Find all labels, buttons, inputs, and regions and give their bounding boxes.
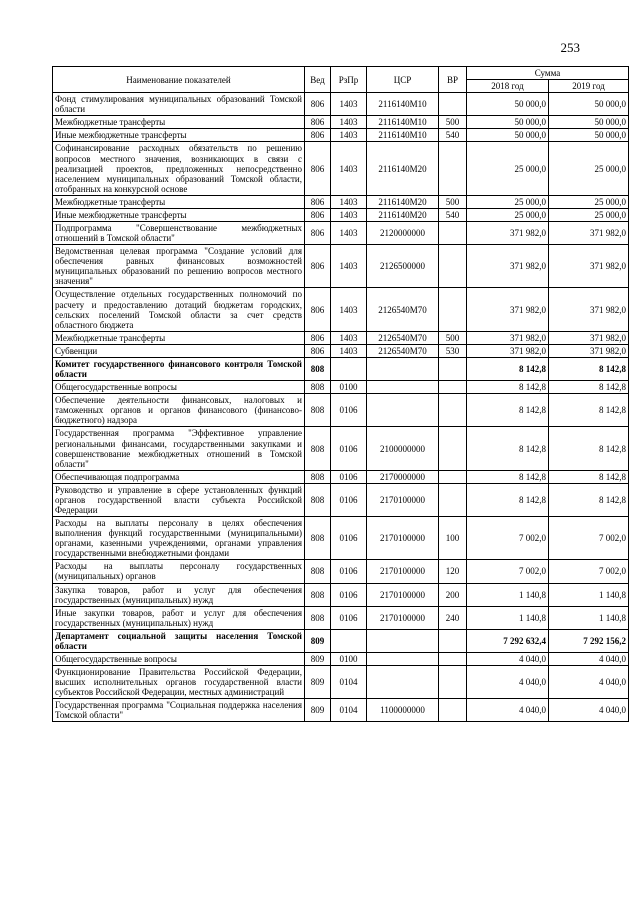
row-vr-cell bbox=[439, 629, 467, 652]
row-rzpr-cell: 1403 bbox=[331, 129, 367, 142]
row-sum-2018-cell: 8 142,8 bbox=[467, 470, 549, 483]
row-ved-cell: 809 bbox=[305, 666, 331, 699]
row-name-cell: Комитет государственного финансового контроля Томской области bbox=[53, 357, 305, 380]
row-sum-2019-cell: 8 142,8 bbox=[549, 470, 629, 483]
row-ved-cell: 806 bbox=[305, 208, 331, 221]
row-name-cell: Межбюджетные трансферты bbox=[53, 195, 305, 208]
row-name-cell: Осуществление отдельных государственных полномочий по расчету и предоставлению дотаций бюджетам городских, сельских поселений Томской области за счет средств областного бюджета bbox=[53, 288, 305, 331]
row-ved-cell: 806 bbox=[305, 195, 331, 208]
row-csr-cell bbox=[367, 357, 439, 380]
row-rzpr-cell bbox=[331, 629, 367, 652]
row-ved-cell: 806 bbox=[305, 331, 331, 344]
row-ved-cell: 808 bbox=[305, 427, 331, 470]
row-csr-cell: 2126500000 bbox=[367, 245, 439, 288]
row-sum-2019-cell: 8 142,8 bbox=[549, 394, 629, 427]
row-sum-2019-cell: 1 140,8 bbox=[549, 583, 629, 606]
row-sum-2018-cell: 371 982,0 bbox=[467, 222, 549, 245]
row-csr-cell: 2100000000 bbox=[367, 427, 439, 470]
row-ved-cell: 809 bbox=[305, 629, 331, 652]
row-csr-cell bbox=[367, 666, 439, 699]
row-vr-cell bbox=[439, 222, 467, 245]
row-name-cell: Иные межбюджетные трансферты bbox=[53, 129, 305, 142]
row-sum-2019-cell: 7 002,0 bbox=[549, 517, 629, 560]
row-ved-cell: 806 bbox=[305, 222, 331, 245]
row-sum-2019-cell: 8 142,8 bbox=[549, 357, 629, 380]
row-vr-cell bbox=[439, 699, 467, 722]
row-sum-2018-cell: 8 142,8 bbox=[467, 427, 549, 470]
row-name-cell: Расходы на выплаты персоналу государственных (муниципальных) органов bbox=[53, 560, 305, 583]
row-ved-cell: 808 bbox=[305, 583, 331, 606]
row-sum-2019-cell: 1 140,8 bbox=[549, 606, 629, 629]
row-rzpr-cell: 1403 bbox=[331, 195, 367, 208]
row-vr-cell: 120 bbox=[439, 560, 467, 583]
row-sum-2018-cell: 8 142,8 bbox=[467, 357, 549, 380]
row-vr-cell bbox=[439, 483, 467, 516]
row-ved-cell: 808 bbox=[305, 381, 331, 394]
row-vr-cell: 200 bbox=[439, 583, 467, 606]
row-rzpr-cell: 0106 bbox=[331, 583, 367, 606]
row-ved-cell: 806 bbox=[305, 288, 331, 331]
row-csr-cell: 2120000000 bbox=[367, 222, 439, 245]
row-ved-cell: 808 bbox=[305, 470, 331, 483]
row-vr-cell bbox=[439, 357, 467, 380]
row-name-cell: Межбюджетные трансферты bbox=[53, 331, 305, 344]
table-body bbox=[53, 93, 629, 722]
row-ved-cell: 808 bbox=[305, 357, 331, 380]
row-rzpr-cell: 0100 bbox=[331, 381, 367, 394]
row-rzpr-cell: 1403 bbox=[331, 208, 367, 221]
row-ved-cell: 808 bbox=[305, 517, 331, 560]
row-sum-2018-cell: 25 000,0 bbox=[467, 142, 549, 195]
row-name-cell: Общегосударственные вопросы bbox=[53, 381, 305, 394]
table-row bbox=[53, 331, 629, 344]
row-csr-cell: 2116140М20 bbox=[367, 208, 439, 221]
header-year-2018: 2018 год bbox=[467, 80, 549, 93]
header-vr: ВР bbox=[439, 67, 467, 93]
table-row bbox=[53, 116, 629, 129]
row-ved-cell: 806 bbox=[305, 344, 331, 357]
row-sum-2018-cell: 25 000,0 bbox=[467, 208, 549, 221]
table-row bbox=[53, 245, 629, 288]
table-row bbox=[53, 208, 629, 221]
header-csr: ЦСР bbox=[367, 67, 439, 93]
row-sum-2018-cell: 50 000,0 bbox=[467, 93, 549, 116]
row-rzpr-cell: 0106 bbox=[331, 517, 367, 560]
row-name-cell: Государственная программа "Социальная поддержка населения Томской области" bbox=[53, 699, 305, 722]
row-name-cell: Расходы на выплаты персоналу в целях обеспечения выполнения функций государственными (муниципальными) органами, казенными учреждениями, органами управления государственными внебюджетными фондами bbox=[53, 517, 305, 560]
row-vr-cell bbox=[439, 93, 467, 116]
row-rzpr-cell: 1403 bbox=[331, 222, 367, 245]
row-sum-2018-cell: 1 140,8 bbox=[467, 606, 549, 629]
table-row bbox=[53, 629, 629, 652]
row-sum-2019-cell: 7 292 156,2 bbox=[549, 629, 629, 652]
row-csr-cell bbox=[367, 381, 439, 394]
row-ved-cell: 809 bbox=[305, 652, 331, 665]
header-sum: Сумма bbox=[467, 67, 629, 80]
row-csr-cell: 2170000000 bbox=[367, 470, 439, 483]
row-name-cell: Иные закупки товаров, работ и услуг для обеспечения государственных (муниципальных) нужд bbox=[53, 606, 305, 629]
row-name-cell: Софинансирование расходных обязательств по решению вопросов местного значения, возникающих в связи с реализацией проектов, предложенных непосредственно населением муниципальных образований Томской области, отобранных на конкурсной основе bbox=[53, 142, 305, 195]
row-ved-cell: 808 bbox=[305, 394, 331, 427]
row-sum-2019-cell: 371 982,0 bbox=[549, 245, 629, 288]
table-row bbox=[53, 394, 629, 427]
row-name-cell: Закупка товаров, работ и услуг для обеспечения государственных (муниципальных) нужд bbox=[53, 583, 305, 606]
row-sum-2019-cell: 4 040,0 bbox=[549, 699, 629, 722]
table-row bbox=[53, 129, 629, 142]
row-name-cell: Субвенции bbox=[53, 344, 305, 357]
row-rzpr-cell: 0104 bbox=[331, 699, 367, 722]
row-rzpr-cell: 1403 bbox=[331, 331, 367, 344]
row-sum-2018-cell: 7 292 632,4 bbox=[467, 629, 549, 652]
row-csr-cell: 2170100000 bbox=[367, 483, 439, 516]
table-row bbox=[53, 652, 629, 665]
row-ved-cell: 806 bbox=[305, 116, 331, 129]
table-row bbox=[53, 344, 629, 357]
row-sum-2019-cell: 4 040,0 bbox=[549, 666, 629, 699]
row-csr-cell: 1100000000 bbox=[367, 699, 439, 722]
row-name-cell: Межбюджетные трансферты bbox=[53, 116, 305, 129]
row-vr-cell bbox=[439, 245, 467, 288]
table-row bbox=[53, 699, 629, 722]
table-header bbox=[53, 67, 629, 93]
row-ved-cell: 806 bbox=[305, 245, 331, 288]
row-sum-2019-cell: 50 000,0 bbox=[549, 116, 629, 129]
row-rzpr-cell: 0106 bbox=[331, 470, 367, 483]
row-sum-2018-cell: 50 000,0 bbox=[467, 116, 549, 129]
row-csr-cell: 2170100000 bbox=[367, 583, 439, 606]
row-vr-cell: 100 bbox=[439, 517, 467, 560]
row-sum-2019-cell: 8 142,8 bbox=[549, 381, 629, 394]
row-rzpr-cell: 0106 bbox=[331, 427, 367, 470]
row-ved-cell: 808 bbox=[305, 606, 331, 629]
row-sum-2018-cell: 4 040,0 bbox=[467, 699, 549, 722]
row-rzpr-cell: 1403 bbox=[331, 142, 367, 195]
budget-table bbox=[52, 66, 629, 722]
row-name-cell: Государственная программа "Эффективное управление региональными финансами, государственными закупками и совершенствование межбюджетных отношений в Томской области" bbox=[53, 427, 305, 470]
row-ved-cell: 808 bbox=[305, 560, 331, 583]
table-row bbox=[53, 142, 629, 195]
row-ved-cell: 806 bbox=[305, 129, 331, 142]
row-rzpr-cell: 1403 bbox=[331, 93, 367, 116]
row-sum-2019-cell: 25 000,0 bbox=[549, 142, 629, 195]
row-csr-cell: 2170100000 bbox=[367, 606, 439, 629]
row-sum-2018-cell: 371 982,0 bbox=[467, 245, 549, 288]
row-csr-cell: 2170100000 bbox=[367, 517, 439, 560]
row-rzpr-cell: 0100 bbox=[331, 652, 367, 665]
row-csr-cell bbox=[367, 394, 439, 427]
table-row bbox=[53, 666, 629, 699]
row-rzpr-cell: 1403 bbox=[331, 245, 367, 288]
row-vr-cell bbox=[439, 666, 467, 699]
row-sum-2018-cell: 8 142,8 bbox=[467, 394, 549, 427]
row-sum-2018-cell: 371 982,0 bbox=[467, 331, 549, 344]
row-rzpr-cell: 1403 bbox=[331, 116, 367, 129]
row-csr-cell: 2116140М10 bbox=[367, 116, 439, 129]
row-rzpr-cell: 0106 bbox=[331, 483, 367, 516]
row-rzpr-cell: 0104 bbox=[331, 666, 367, 699]
row-name-cell: Функционирование Правительства Российской Федерации, высших исполнительных органов государственной власти субъектов Российской Федерации, местных администраций bbox=[53, 666, 305, 699]
row-ved-cell: 806 bbox=[305, 142, 331, 195]
row-csr-cell bbox=[367, 629, 439, 652]
row-csr-cell: 2170100000 bbox=[367, 560, 439, 583]
row-vr-cell: 240 bbox=[439, 606, 467, 629]
row-sum-2019-cell: 8 142,8 bbox=[549, 483, 629, 516]
row-sum-2018-cell: 25 000,0 bbox=[467, 195, 549, 208]
table-row bbox=[53, 517, 629, 560]
row-csr-cell: 2116140М10 bbox=[367, 93, 439, 116]
header-name: Наименование показателей bbox=[53, 67, 305, 93]
row-vr-cell: 530 bbox=[439, 344, 467, 357]
row-csr-cell: 2126540М70 bbox=[367, 288, 439, 331]
table-row bbox=[53, 470, 629, 483]
row-csr-cell: 2116140М10 bbox=[367, 129, 439, 142]
row-sum-2019-cell: 371 982,0 bbox=[549, 344, 629, 357]
row-sum-2018-cell: 7 002,0 bbox=[467, 517, 549, 560]
row-name-cell: Ведомственная целевая программа "Создание условий для обеспечения равных финансовых возможностей муниципальных образований по решению вопросов местного значения" bbox=[53, 245, 305, 288]
row-sum-2019-cell: 371 982,0 bbox=[549, 288, 629, 331]
header-ved: Вед bbox=[305, 67, 331, 93]
table-row bbox=[53, 606, 629, 629]
row-sum-2018-cell: 8 142,8 bbox=[467, 381, 549, 394]
row-rzpr-cell: 0106 bbox=[331, 606, 367, 629]
table-row bbox=[53, 583, 629, 606]
row-name-cell: Общегосударственные вопросы bbox=[53, 652, 305, 665]
row-csr-cell: 2116140М20 bbox=[367, 142, 439, 195]
row-name-cell: Обеспечивающая подпрограмма bbox=[53, 470, 305, 483]
row-name-cell: Департамент социальной защиты населения Томской области bbox=[53, 629, 305, 652]
row-sum-2018-cell: 8 142,8 bbox=[467, 483, 549, 516]
table-row bbox=[53, 195, 629, 208]
row-name-cell: Фонд стимулирования муниципальных образований Томской области bbox=[53, 93, 305, 116]
row-sum-2018-cell: 7 002,0 bbox=[467, 560, 549, 583]
row-sum-2018-cell: 371 982,0 bbox=[467, 344, 549, 357]
row-csr-cell: 2126540М70 bbox=[367, 331, 439, 344]
table-row bbox=[53, 483, 629, 516]
row-rzpr-cell bbox=[331, 357, 367, 380]
row-ved-cell: 806 bbox=[305, 93, 331, 116]
row-rzpr-cell: 0106 bbox=[331, 394, 367, 427]
table-row bbox=[53, 93, 629, 116]
row-sum-2019-cell: 50 000,0 bbox=[549, 129, 629, 142]
row-sum-2019-cell: 8 142,8 bbox=[549, 427, 629, 470]
row-vr-cell bbox=[439, 142, 467, 195]
row-vr-cell bbox=[439, 470, 467, 483]
row-sum-2019-cell: 371 982,0 bbox=[549, 331, 629, 344]
table-row bbox=[53, 427, 629, 470]
row-sum-2019-cell: 7 002,0 bbox=[549, 560, 629, 583]
header-year-2019: 2019 год bbox=[549, 80, 629, 93]
row-vr-cell bbox=[439, 288, 467, 331]
row-vr-cell: 500 bbox=[439, 331, 467, 344]
row-name-cell: Руководство и управление в сфере установленных функций органов государственной власти субъекта Российской Федерации bbox=[53, 483, 305, 516]
row-ved-cell: 808 bbox=[305, 483, 331, 516]
page-number: 253 bbox=[560, 40, 580, 55]
row-name-cell: Обеспечение деятельности финансовых, налоговых и таможенных органов и органов финансового (финансово-бюджетного) надзора bbox=[53, 394, 305, 427]
row-sum-2018-cell: 50 000,0 bbox=[467, 129, 549, 142]
row-vr-cell bbox=[439, 394, 467, 427]
row-sum-2018-cell: 1 140,8 bbox=[467, 583, 549, 606]
row-vr-cell: 500 bbox=[439, 116, 467, 129]
row-rzpr-cell: 0106 bbox=[331, 560, 367, 583]
table-row bbox=[53, 357, 629, 380]
row-sum-2018-cell: 4 040,0 bbox=[467, 666, 549, 699]
table-row bbox=[53, 560, 629, 583]
header-rzpr: РзПр bbox=[331, 67, 367, 93]
row-vr-cell: 540 bbox=[439, 208, 467, 221]
table-row bbox=[53, 288, 629, 331]
table-row bbox=[53, 381, 629, 394]
row-rzpr-cell: 1403 bbox=[331, 344, 367, 357]
row-sum-2019-cell: 25 000,0 bbox=[549, 208, 629, 221]
row-ved-cell: 809 bbox=[305, 699, 331, 722]
row-name-cell: Иные межбюджетные трансферты bbox=[53, 208, 305, 221]
table-row bbox=[53, 222, 629, 245]
row-csr-cell: 2126540М70 bbox=[367, 344, 439, 357]
row-sum-2019-cell: 371 982,0 bbox=[549, 222, 629, 245]
row-csr-cell bbox=[367, 652, 439, 665]
row-vr-cell bbox=[439, 652, 467, 665]
row-sum-2018-cell: 371 982,0 bbox=[467, 288, 549, 331]
row-rzpr-cell: 1403 bbox=[331, 288, 367, 331]
row-vr-cell bbox=[439, 427, 467, 470]
row-csr-cell: 2116140М20 bbox=[367, 195, 439, 208]
row-sum-2019-cell: 50 000,0 bbox=[549, 93, 629, 116]
row-name-cell: Подпрограмма "Совершенствование межбюджетных отношений в Томской области" bbox=[53, 222, 305, 245]
row-vr-cell: 540 bbox=[439, 129, 467, 142]
row-sum-2018-cell: 4 040,0 bbox=[467, 652, 549, 665]
row-vr-cell: 500 bbox=[439, 195, 467, 208]
row-vr-cell bbox=[439, 381, 467, 394]
row-sum-2019-cell: 25 000,0 bbox=[549, 195, 629, 208]
row-sum-2019-cell: 4 040,0 bbox=[549, 652, 629, 665]
